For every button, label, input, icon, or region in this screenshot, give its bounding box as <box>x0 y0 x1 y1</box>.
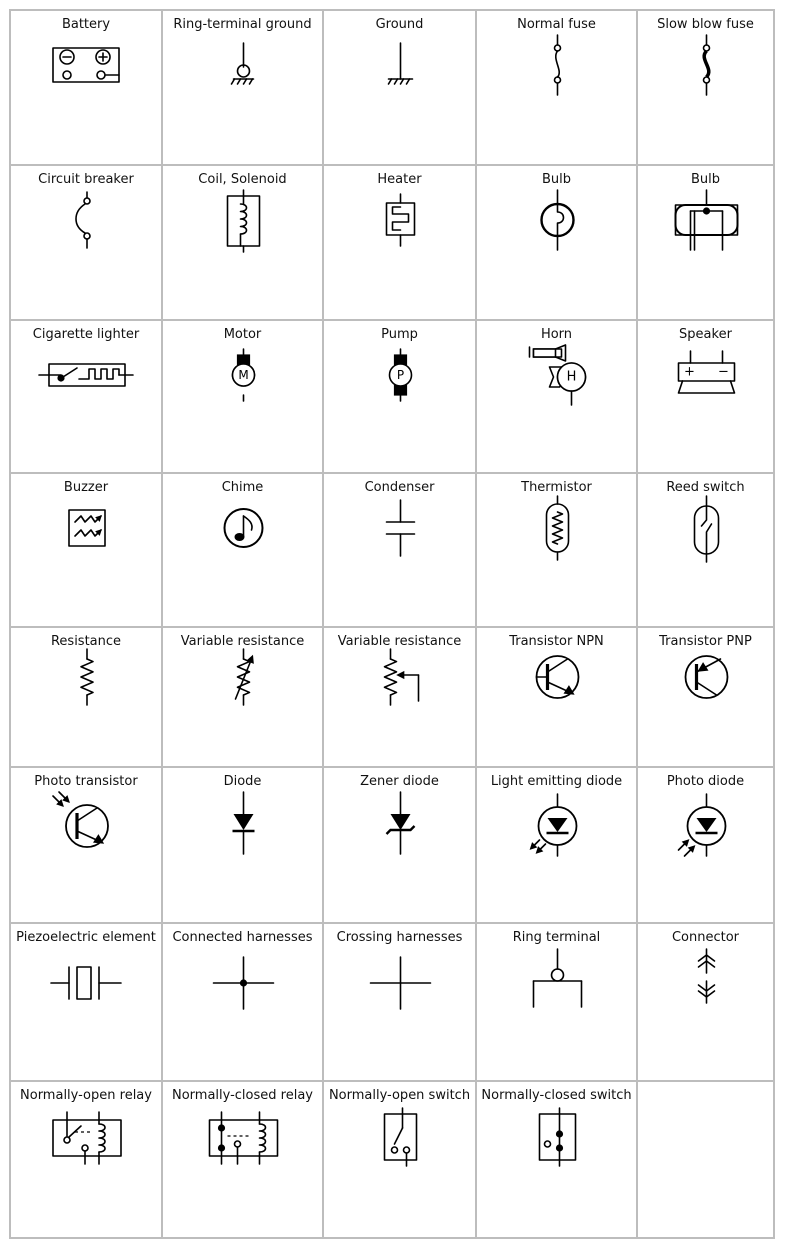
normal-fuse-icon <box>476 10 637 165</box>
led-icon <box>476 767 637 923</box>
symbol-cell <box>323 473 476 627</box>
transistor-pnp-icon <box>637 627 774 767</box>
photo-transistor-icon <box>10 767 162 923</box>
symbol-label: Zener diode <box>360 774 439 789</box>
crossing-harnesses-icon <box>323 923 476 1081</box>
symbol-cell <box>10 165 162 320</box>
symbol-cell <box>162 10 323 165</box>
symbol-cell <box>637 923 774 1081</box>
symbol-label: Ring-terminal ground <box>173 17 312 32</box>
cigarette-lighter-icon <box>10 320 162 473</box>
symbol-cell <box>162 923 323 1081</box>
symbol-cell <box>637 165 774 320</box>
ring-terminal-ground-icon <box>162 10 323 165</box>
symbol-cell <box>162 473 323 627</box>
chime-icon <box>162 473 323 627</box>
symbol-cell <box>476 473 637 627</box>
symbol-label: Normally-open switch <box>328 1088 471 1103</box>
symbol-label: Bulb <box>541 172 572 187</box>
symbol-label: Condenser <box>364 480 435 495</box>
symbol-cell <box>162 320 323 473</box>
symbol-label: Connector <box>671 930 740 945</box>
symbol-label: Ground <box>375 17 424 32</box>
symbol-cell <box>162 767 323 923</box>
symbol-cell <box>476 165 637 320</box>
symbol-cell <box>637 473 774 627</box>
symbol-cell <box>10 767 162 923</box>
symbol-cell <box>476 10 637 165</box>
bulb-icon <box>476 165 637 320</box>
symbol-label: Connected harnesses <box>172 930 313 945</box>
circuit-breaker-icon <box>10 165 162 320</box>
symbol-label: Reed switch <box>666 480 745 495</box>
svg-text:−: − <box>718 364 729 380</box>
symbol-cell <box>10 320 162 473</box>
battery-icon <box>10 10 162 165</box>
symbol-label: Transistor PNP <box>659 634 752 649</box>
symbol-cell <box>323 767 476 923</box>
symbol-cell <box>637 320 774 473</box>
resistance-icon <box>10 627 162 767</box>
symbol-label: Coil, Solenoid <box>198 172 287 187</box>
symbol-cell <box>323 627 476 767</box>
diode-icon <box>162 767 323 923</box>
slow-blow-fuse-icon <box>637 10 774 165</box>
normally-closed-switch-icon <box>476 1081 637 1238</box>
thermistor-icon <box>476 473 637 627</box>
symbol-label: Motor <box>223 327 262 342</box>
double-filament-bulb-icon <box>637 165 774 320</box>
symbol-cell <box>323 923 476 1081</box>
heater-icon <box>323 165 476 320</box>
svg-text:M: M <box>238 368 249 382</box>
symbol-cell <box>323 165 476 320</box>
symbol-label: Normally-open relay <box>20 1088 152 1103</box>
symbol-cell <box>162 627 323 767</box>
symbol-cell <box>637 1081 774 1238</box>
symbol-label: Pump <box>381 327 418 342</box>
symbol-label: Slow blow fuse <box>657 17 754 32</box>
symbol-cell <box>637 767 774 923</box>
symbol-cell <box>637 10 774 165</box>
symbol-label: Normal fuse <box>517 17 596 32</box>
symbol-label: Light emitting diode <box>490 774 623 789</box>
symbol-cell <box>476 767 637 923</box>
symbol-cell <box>10 1081 162 1238</box>
symbol-cell <box>476 1081 637 1238</box>
transistor-npn-icon <box>476 627 637 767</box>
symbol-label: Speaker <box>679 327 732 342</box>
reed-switch-icon <box>637 473 774 627</box>
photo-diode-icon <box>637 767 774 923</box>
symbol-cell <box>162 1081 323 1238</box>
symbol-label: Photo diode <box>666 774 745 789</box>
symbol-label: Normally-closed switch <box>481 1088 632 1103</box>
symbol-label: Ring terminal <box>512 930 601 945</box>
empty-cell <box>637 1081 774 1238</box>
connector-icon <box>637 923 774 1081</box>
symbol-label: Variable resistance <box>180 634 305 649</box>
symbol-cell <box>323 1081 476 1238</box>
symbol-label: Buzzer <box>63 480 109 495</box>
symbol-cell <box>637 627 774 767</box>
connected-harnesses-icon <box>162 923 323 1081</box>
piezoelectric-element-icon <box>10 923 162 1081</box>
symbol-label: Cigarette lighter <box>32 327 140 342</box>
zener-diode-icon <box>323 767 476 923</box>
symbol-label: Crossing harnesses <box>336 930 463 945</box>
symbol-cell <box>323 320 476 473</box>
symbol-label: Diode <box>223 774 262 789</box>
motor-icon <box>162 320 323 473</box>
symbol-cell <box>10 10 162 165</box>
symbol-cell <box>162 165 323 320</box>
symbol-label: Chime <box>221 480 264 495</box>
symbol-cell <box>476 627 637 767</box>
ring-terminal-icon <box>476 923 637 1081</box>
normally-open-switch-icon <box>323 1081 476 1238</box>
symbol-cell <box>10 627 162 767</box>
symbol-label: Thermistor <box>521 480 592 495</box>
symbol-cell <box>476 923 637 1081</box>
symbol-cell <box>323 10 476 165</box>
symbol-label: Circuit breaker <box>38 172 134 187</box>
coil-solenoid-icon <box>162 165 323 320</box>
svg-text:H: H <box>566 369 577 385</box>
symbol-label: Transistor NPN <box>509 634 604 649</box>
symbol-cell <box>476 320 637 473</box>
variable-resistance-arrow-icon <box>162 627 323 767</box>
symbol-cell <box>10 923 162 1081</box>
pump-icon <box>323 320 476 473</box>
svg-text:P: P <box>396 368 405 382</box>
symbol-label: Bulb <box>690 172 721 187</box>
variable-resistance-wiper-icon <box>323 627 476 767</box>
ground-icon <box>323 10 476 165</box>
buzzer-icon <box>10 473 162 627</box>
symbol-label: Photo transistor <box>34 774 138 789</box>
speaker-icon <box>637 320 774 473</box>
symbol-cell <box>10 473 162 627</box>
symbol-label: Heater <box>377 172 422 187</box>
horn-icon <box>476 320 637 473</box>
condenser-icon <box>323 473 476 627</box>
symbol-label: Battery <box>61 17 111 32</box>
symbol-label: Resistance <box>50 634 122 649</box>
normally-closed-relay-icon <box>162 1081 323 1238</box>
symbol-label: Normally-closed relay <box>171 1088 313 1103</box>
symbol-label: Horn <box>540 327 573 342</box>
normally-open-relay-icon <box>10 1081 162 1238</box>
symbol-label: Piezoelectric element <box>16 930 156 945</box>
symbol-label: Variable resistance <box>337 634 462 649</box>
svg-text:+: + <box>684 364 695 380</box>
